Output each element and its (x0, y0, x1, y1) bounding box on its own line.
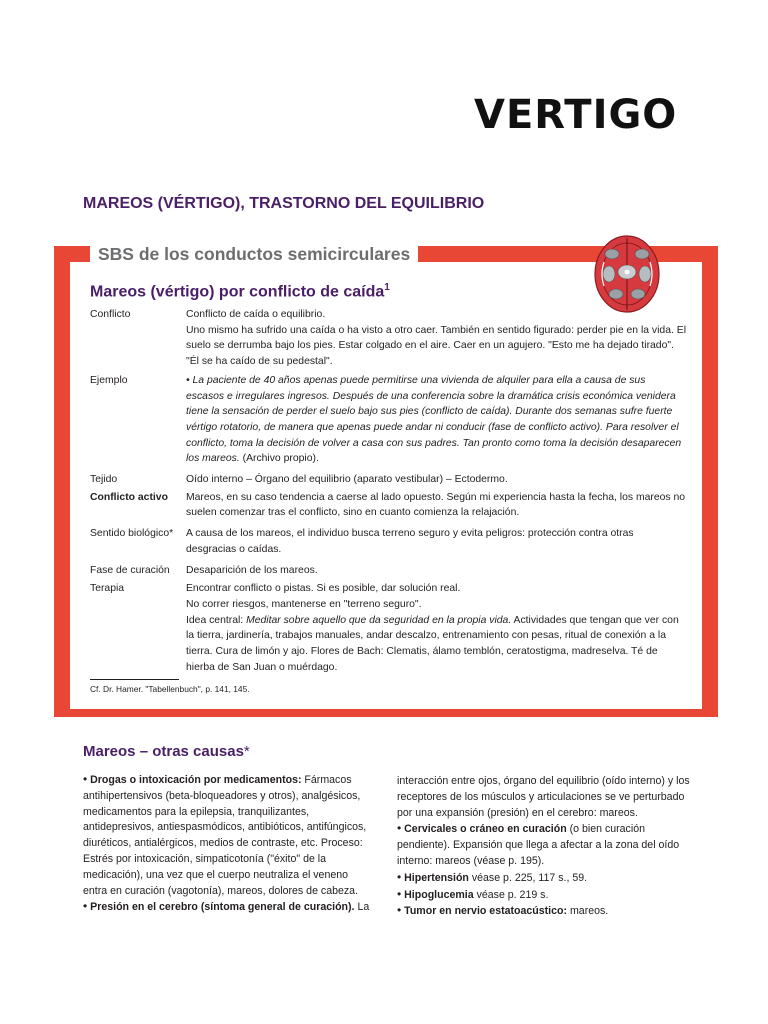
other-causes-title (83, 743, 250, 760)
list-item (397, 870, 694, 887)
footnote-divider (90, 679, 179, 680)
page-title: VERTIGO (474, 92, 678, 138)
other-causes-title-text: Mareos – otras causas (83, 743, 244, 760)
table-row (90, 563, 690, 579)
bullet-icon: • (397, 821, 402, 836)
row-value: A causa de los mareos, el individuo busca terreno seguro y evita peligros: protección contra otras desgracias o caídas. (186, 528, 634, 555)
row-label: Fase de curación (90, 564, 170, 576)
section-title: MAREOS (VÉRTIGO), TRASTORNO DEL EQUILIBRIO (83, 195, 485, 212)
row-label: Tejido (90, 474, 118, 486)
idea-prefix: Idea central: (186, 614, 247, 626)
footnote: Cf. Dr. Hamer. "Tabellenbuch", p. 141, 145. (90, 684, 250, 694)
box-subtitle (90, 282, 390, 301)
list-item-heading: Tumor en nervio estatoacústico: (404, 905, 568, 918)
table-row (90, 472, 690, 488)
row-text (186, 373, 686, 467)
row-value (186, 307, 686, 370)
list-item-text: La (354, 901, 370, 914)
box-subtitle-text: Mareos (vértigo) por conflicto de caída (90, 283, 385, 301)
other-causes-right-column (397, 774, 694, 920)
list-item (83, 772, 370, 899)
idea-rest: Actividades que tengan que ver con la tierra, jardinería, trabajos manuales, andar descalzo, entrenamiento con pesas, ritual de conexión a la tierra. Cura de limón y ajo. Flores de Bach: Clematis, álamo temblón, ceratostigma, madreselva. Té de hierba de San Juan o muérdago. (186, 614, 679, 673)
row-value (186, 581, 686, 675)
list-item-heading: Hipertensión (404, 871, 469, 884)
list-item-text: interacción entre ojos, órgano del equilibrio (oído interno) y los receptores de los músculos y articulaciones se ve perturbado por una expansión (presión) en el cerebro: mareos. (397, 775, 690, 819)
info-box-header: SBS de los conductos semicirculares (90, 241, 418, 267)
footnote-marker: 1 (384, 282, 390, 293)
example-italic: • La paciente de 40 años apenas puede permitirse una vivienda de alquiler para ella a causa de sus escasos e irregulares ingresos. Después de una conferencia sobre la dramática crisis económica venidera tiene la sensación de perder el suelo bajo sus pies (conflicto de caída). Durante dos semanas sufre fuerte vértigo rotatorio, de manera que apenas puede andar ni conducir (fase de conflicto activo). Para resolver el conflicto, toma la decisión de volver a casa con sus padres. Tan pronto como toma la decisión desaparecen los mareos. (186, 374, 682, 465)
list-item (397, 887, 694, 904)
row-line: No correr riesgos, mantenerse en "terreno seguro". (186, 598, 422, 610)
list-item (397, 821, 694, 869)
table-row (90, 581, 690, 675)
other-causes-left-column (83, 772, 370, 916)
row-label: Sentido biológico* (90, 528, 174, 540)
row-line (186, 613, 686, 676)
row-value: Oído interno – Órgano del equilibrio (aparato vestibular) – Ectodermo. (186, 474, 508, 486)
table-row (90, 373, 690, 467)
row-line: Conflicto de caída o equilibrio. (186, 309, 326, 320)
bullet-icon: • (83, 772, 88, 786)
list-item-text: véase p. 219 s. (473, 888, 549, 901)
brain-diagram-icon (592, 234, 662, 314)
list-item-heading: Hipoglucemia (404, 888, 474, 901)
list-item (397, 903, 694, 920)
other-causes-title-mark: * (243, 743, 250, 760)
row-value: Desaparición de los mareos. (186, 564, 318, 576)
table-row (90, 526, 690, 557)
list-item-heading: Presión en el cerebro (síntoma general de curación). (90, 901, 355, 914)
list-item (83, 899, 370, 916)
row-value (186, 373, 686, 467)
bullet-icon: • (83, 899, 88, 914)
row-label: Ejemplo (90, 374, 128, 386)
row-line: Encontrar conflicto o pistas. Si es posible, dar solución real. (186, 583, 461, 595)
bullet-icon: • (397, 869, 402, 884)
idea-italic: Meditar sobre aquello que da seguridad en la propia vida. (246, 614, 512, 626)
list-item-text: mareos. (567, 905, 609, 918)
list-item-heading: Drogas o intoxicación por medicamentos: (90, 774, 302, 786)
row-label: Conflicto activo (90, 491, 168, 503)
list-item-text: véase p. 225, 117 s., 59. (468, 871, 588, 884)
table-row (90, 307, 690, 370)
row-value: Mareos, en su caso tendencia a caerse al lado opuesto. Según mi experiencia hasta la fecha, los mareos no suelen comenzar tras el conflicto, sino en cuanto comienza la relajación. (186, 491, 686, 519)
list-item-continuation (397, 774, 694, 821)
list-item-heading: Cervicales o cráneo en curación (404, 823, 567, 836)
row-line: Uno mismo ha sufrido una caída o ha visto a otro caer. También en sentido figurado: perder pie en la vida. El suelo se derrumba bajo los pies. Estar colgado en el aire. Caer en un agujero. "Esto me ha dejado tirado". "Él se ha caído de su pedestal". (186, 324, 687, 368)
list-item-text: (o bien curación pendiente). Expansión que llega a afectar a la zona del oído interno: mareos (véase p. 195). (397, 823, 680, 867)
list-item-text: Fármacos antihipertensivos (beta-bloqueadores y otros), analgésicos, medicamentos para la epilepsia, tranquilizantes, antidepresivos, antiespasmódicos, antibióticos, antifúngicos, diuréticos, antialérgicos, medios de contraste, etc. Proceso: Estrés por intoxicación, simpaticotonía ("éxito" de la medicación), una vez que el cuerpo neutraliza el veneno entra en curación (vagotonía), mareos, dolores de cabeza. (83, 774, 367, 897)
bullet-icon: • (397, 886, 402, 901)
conflict-table (90, 307, 690, 675)
example-source: (Archivo propio). (239, 453, 319, 465)
row-label: Conflicto (90, 309, 131, 320)
bullet-icon: • (397, 903, 402, 918)
table-row (90, 490, 690, 521)
row-label: Terapia (90, 583, 125, 595)
